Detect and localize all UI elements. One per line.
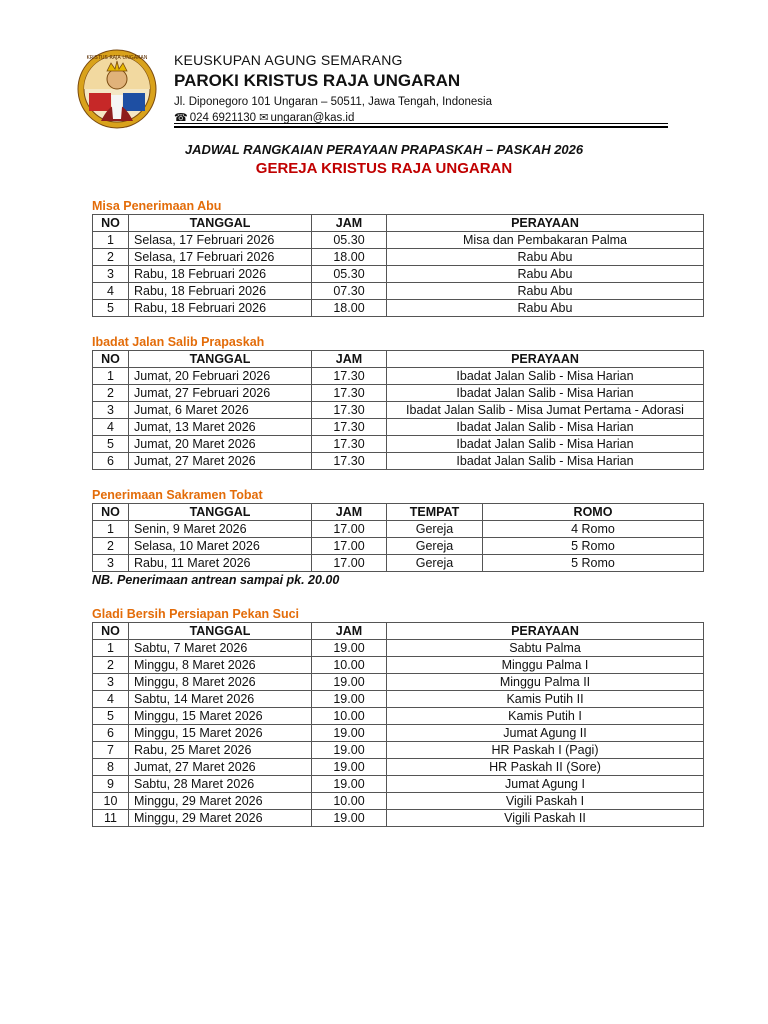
cell-time: 05.30 <box>312 232 387 249</box>
cell-time: 17.30 <box>312 419 387 436</box>
cell-time: 19.00 <box>312 776 387 793</box>
header-rule-thin <box>174 123 668 124</box>
cell-time: 19.00 <box>312 810 387 827</box>
cell-time: 17.30 <box>312 368 387 385</box>
cell-date: Minggu, 8 Maret 2026 <box>129 657 312 674</box>
cell-no: 10 <box>93 793 129 810</box>
letterhead <box>174 52 674 125</box>
cell-no: 1 <box>93 232 129 249</box>
cell-priests: 4 Romo <box>483 521 704 538</box>
table-row <box>93 419 704 436</box>
cell-place: Gereja <box>387 555 483 572</box>
col-header: TEMPAT <box>387 504 483 521</box>
cell-no: 1 <box>93 640 129 657</box>
cell-date: Rabu, 11 Maret 2026 <box>129 555 312 572</box>
table-row <box>93 249 704 266</box>
table-row <box>93 283 704 300</box>
cell-date: Sabtu, 14 Maret 2026 <box>129 691 312 708</box>
table-row <box>93 232 704 249</box>
cell-event: Ibadat Jalan Salib - Misa Harian <box>387 453 704 470</box>
cell-time: 05.30 <box>312 266 387 283</box>
table-row <box>93 385 704 402</box>
col-header: JAM <box>312 351 387 368</box>
parish-name: PAROKI KRISTUS RAJA UNGARAN <box>174 71 461 90</box>
cell-time: 19.00 <box>312 674 387 691</box>
cell-date: Rabu, 18 Februari 2026 <box>129 300 312 317</box>
cell-time: 19.00 <box>312 640 387 657</box>
col-header: PERAYAAN <box>387 351 704 368</box>
cell-time: 19.00 <box>312 742 387 759</box>
table-row <box>93 759 704 776</box>
cell-event: Minggu Palma I <box>387 657 704 674</box>
cell-date: Minggu, 15 Maret 2026 <box>129 725 312 742</box>
cell-time: 17.30 <box>312 436 387 453</box>
table-gladi <box>92 622 704 827</box>
col-header: NO <box>93 504 129 521</box>
col-header: JAM <box>312 215 387 232</box>
table-row <box>93 725 704 742</box>
table-row <box>93 640 704 657</box>
cell-time: 10.00 <box>312 708 387 725</box>
queue-note: NB. Penerimaan antrean sampai pk. 20.00 <box>92 573 340 587</box>
cell-time: 10.00 <box>312 793 387 810</box>
table-row <box>93 810 704 827</box>
parish-address: Jl. Diponegoro 101 Ungaran – 50511, Jawa Tengah, Indonesia <box>174 96 492 108</box>
col-header: JAM <box>312 623 387 640</box>
col-header: TANGGAL <box>129 351 312 368</box>
cell-no: 5 <box>93 300 129 317</box>
cell-date: Jumat, 20 Februari 2026 <box>129 368 312 385</box>
cell-time: 17.00 <box>312 538 387 555</box>
cell-date: Sabtu, 7 Maret 2026 <box>129 640 312 657</box>
table-header-row <box>93 351 704 368</box>
cell-event: Jumat Agung II <box>387 725 704 742</box>
section-title: Misa Penerimaan Abu <box>92 199 222 213</box>
cell-no: 6 <box>93 453 129 470</box>
cell-no: 4 <box>93 419 129 436</box>
table-row <box>93 402 704 419</box>
table-row <box>93 742 704 759</box>
col-header: NO <box>93 351 129 368</box>
cell-time: 19.00 <box>312 725 387 742</box>
table-jalan-salib <box>92 350 704 470</box>
cell-no: 8 <box>93 759 129 776</box>
cell-event: HR Paskah I (Pagi) <box>387 742 704 759</box>
cell-event: Sabtu Palma <box>387 640 704 657</box>
cell-event: Minggu Palma II <box>387 674 704 691</box>
table-row <box>93 776 704 793</box>
svg-text:KRISTUS RAJA UNGARAN: KRISTUS RAJA UNGARAN <box>86 55 148 61</box>
col-header: PERAYAAN <box>387 215 704 232</box>
cell-date: Minggu, 29 Maret 2026 <box>129 793 312 810</box>
table-row <box>93 436 704 453</box>
table-abu <box>92 214 704 317</box>
cell-date: Selasa, 17 Februari 2026 <box>129 249 312 266</box>
cell-time: 07.30 <box>312 283 387 300</box>
table-row <box>93 538 704 555</box>
table-row <box>93 555 704 572</box>
mail-icon: ✉ <box>259 112 269 124</box>
table-header-row <box>93 215 704 232</box>
diocese-name: KEUSKUPAN AGUNG SEMARANG <box>174 52 403 68</box>
cell-date: Jumat, 6 Maret 2026 <box>129 402 312 419</box>
cell-date: Senin, 9 Maret 2026 <box>129 521 312 538</box>
section-jalan-salib <box>92 334 704 470</box>
col-header: TANGGAL <box>129 504 312 521</box>
cell-no: 5 <box>93 708 129 725</box>
col-header: JAM <box>312 504 387 521</box>
cell-event: Ibadat Jalan Salib - Misa Jumat Pertama - Adorasi <box>387 402 704 419</box>
cell-date: Jumat, 27 Februari 2026 <box>129 385 312 402</box>
col-header: ROMO <box>483 504 704 521</box>
table-row <box>93 708 704 725</box>
cell-no: 3 <box>93 674 129 691</box>
cell-time: 10.00 <box>312 657 387 674</box>
cell-event: Rabu Abu <box>387 300 704 317</box>
cell-date: Sabtu, 28 Maret 2026 <box>129 776 312 793</box>
cell-no: 3 <box>93 266 129 283</box>
cell-date: Minggu, 15 Maret 2026 <box>129 708 312 725</box>
cell-event: Misa dan Pembakaran Palma <box>387 232 704 249</box>
cell-event: Ibadat Jalan Salib - Misa Harian <box>387 436 704 453</box>
table-tobat <box>92 503 704 572</box>
cell-date: Jumat, 27 Maret 2026 <box>129 759 312 776</box>
cell-date: Minggu, 8 Maret 2026 <box>129 674 312 691</box>
cell-no: 7 <box>93 742 129 759</box>
table-row <box>93 453 704 470</box>
parish-logo <box>77 49 157 129</box>
cell-no: 2 <box>93 385 129 402</box>
section-title: Gladi Bersih Persiapan Pekan Suci <box>92 607 300 621</box>
table-row <box>93 521 704 538</box>
cell-no: 5 <box>93 436 129 453</box>
cell-time: 17.30 <box>312 453 387 470</box>
cell-event: Vigili Paskah II <box>387 810 704 827</box>
table-row <box>93 266 704 283</box>
table-row <box>93 674 704 691</box>
cell-place: Gereja <box>387 521 483 538</box>
cell-priests: 5 Romo <box>483 555 704 572</box>
email-address: ungaran@kas.id <box>270 112 355 124</box>
cell-event: Ibadat Jalan Salib - Misa Harian <box>387 368 704 385</box>
cell-time: 17.00 <box>312 555 387 572</box>
cell-event: Jumat Agung I <box>387 776 704 793</box>
cell-time: 19.00 <box>312 759 387 776</box>
cell-no: 3 <box>93 402 129 419</box>
cell-time: 18.00 <box>312 300 387 317</box>
cell-priests: 5 Romo <box>483 538 704 555</box>
cell-no: 4 <box>93 691 129 708</box>
header-rule-thick <box>174 126 668 128</box>
section-tobat <box>92 487 704 588</box>
cell-time: 17.00 <box>312 521 387 538</box>
cell-no: 6 <box>93 725 129 742</box>
cell-no: 9 <box>93 776 129 793</box>
col-header: NO <box>93 623 129 640</box>
cell-place: Gereja <box>387 538 483 555</box>
cell-no: 11 <box>93 810 129 827</box>
cell-event: Ibadat Jalan Salib - Misa Harian <box>387 419 704 436</box>
cell-time: 19.00 <box>312 691 387 708</box>
table-row <box>93 691 704 708</box>
cell-date: Rabu, 18 Februari 2026 <box>129 283 312 300</box>
cell-no: 2 <box>93 657 129 674</box>
table-row <box>93 300 704 317</box>
cell-event: Rabu Abu <box>387 283 704 300</box>
cell-event: Rabu Abu <box>387 266 704 283</box>
cell-event: Ibadat Jalan Salib - Misa Harian <box>387 385 704 402</box>
cell-no: 1 <box>93 521 129 538</box>
table-header-row <box>93 504 704 521</box>
table-row <box>93 793 704 810</box>
cell-event: Rabu Abu <box>387 249 704 266</box>
col-header: PERAYAAN <box>387 623 704 640</box>
cell-date: Minggu, 29 Maret 2026 <box>129 810 312 827</box>
cell-date: Jumat, 20 Maret 2026 <box>129 436 312 453</box>
cell-date: Rabu, 25 Maret 2026 <box>129 742 312 759</box>
col-header: TANGGAL <box>129 623 312 640</box>
cell-no: 4 <box>93 283 129 300</box>
table-header-row <box>93 623 704 640</box>
cell-event: Kamis Putih I <box>387 708 704 725</box>
cell-date: Rabu, 18 Februari 2026 <box>129 266 312 283</box>
cell-time: 18.00 <box>312 249 387 266</box>
table-row <box>93 657 704 674</box>
col-header: NO <box>93 215 129 232</box>
col-header: TANGGAL <box>129 215 312 232</box>
cell-event: HR Paskah II (Sore) <box>387 759 704 776</box>
section-title: Penerimaan Sakramen Tobat <box>92 488 263 502</box>
cell-date: Selasa, 10 Maret 2026 <box>129 538 312 555</box>
cell-no: 2 <box>93 249 129 266</box>
cell-event: Kamis Putih II <box>387 691 704 708</box>
cell-time: 17.30 <box>312 385 387 402</box>
document-subtitle: GEREJA KRISTUS RAJA UNGARAN <box>255 160 513 177</box>
section-gladi <box>92 606 704 827</box>
section-title: Ibadat Jalan Salib Prapaskah <box>92 335 265 349</box>
cell-no: 2 <box>93 538 129 555</box>
table-row <box>93 368 704 385</box>
cell-time: 17.30 <box>312 402 387 419</box>
cell-date: Selasa, 17 Februari 2026 <box>129 232 312 249</box>
phone-number: 024 6921130 <box>189 112 257 124</box>
cell-no: 3 <box>93 555 129 572</box>
section-abu <box>92 198 704 317</box>
cell-no: 1 <box>93 368 129 385</box>
cell-date: Jumat, 27 Maret 2026 <box>129 453 312 470</box>
document-title: JADWAL RANGKAIAN PERAYAAN PRAPASKAH – PASKAH 2026 <box>184 142 584 157</box>
cell-event: Vigili Paskah I <box>387 793 704 810</box>
cell-date: Jumat, 13 Maret 2026 <box>129 419 312 436</box>
phone-icon: ☎ <box>174 112 188 124</box>
